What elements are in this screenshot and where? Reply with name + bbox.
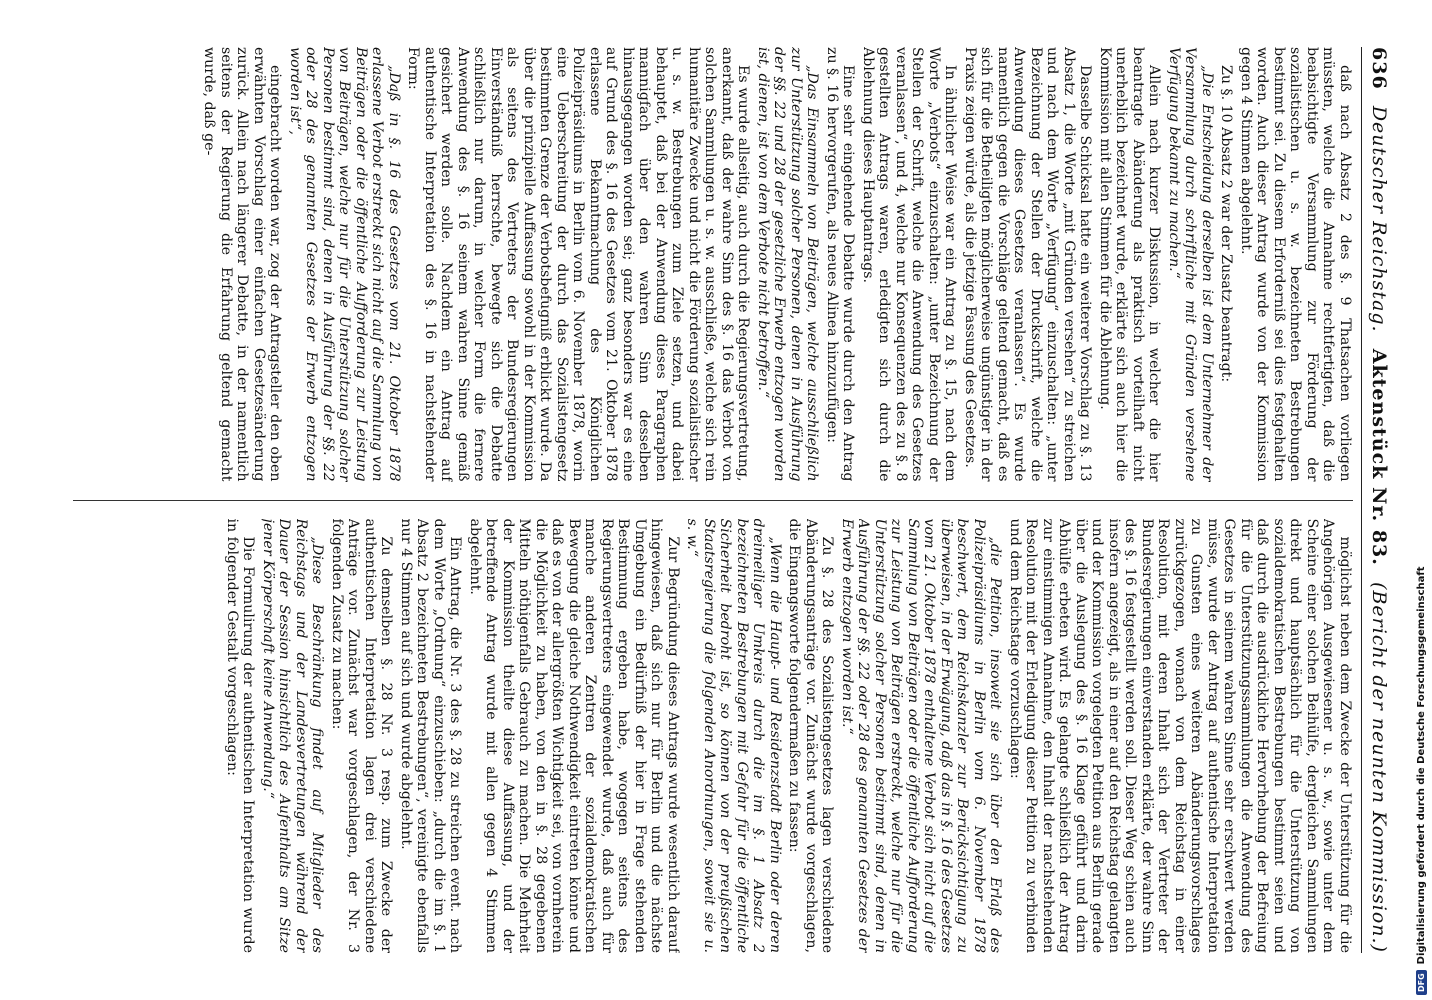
paragraph: Die Formulirung der authentischen Interpretation wurde in folgender Gestalt vorgeschlagen: <box>224 518 257 953</box>
document-page <box>30 25 1400 975</box>
paragraph: Zur Begründung dieses Antrags wurde wesentlich darauf hingewiesen, daß sich nur für Berlin und die nächste Umgebung ein Bedürfniß der hier in Frage stehenden Bestimmung ergeben habe, wogegen seitens des Regierungsvertreters eingewendet wurde, daß auch für manche anderen Zentren der sozialdemokratischen Bewegung die gleiche Nothwendigkeit eintreten könne und daß es von der allergrößten Wichtigkeit sei, von vornherein die Möglichkeit zu haben, von den in §. 28 gegebenen Mitteln nöthigenfalls Gebrauch zu machen. Die Mehrheit der Kommission theilte diese Auffassung, und der betreffende Antrag wurde mit allen gegen 4 Stimmen abgelehnt. <box>467 518 681 953</box>
paragraph: Zu §. 28 des Sozialistengesetzes lagen verschiedene Abänderungsanträge vor. Zunächst wurde vorgeschlagen, die Eingangsworte folgendermaßen zu fassen: <box>786 518 836 953</box>
paragraph: Es wurde allseitig, auch durch die Regierungsvertretung, anerkannt, daß der wahre Sinn des §. 16 das Verbot von solchen Sammlungen u. s. w. ausschließe, welche sich rein humanitäre Zwecke und nicht die Förderung sozialistischer u. s. w. Bestrebungen zum Ziele setzen, und dabei behauptet, daß bei der Anwendung dieses Paragraphen mannigfach über den wahren Sinn desselben hinausgegangen worden sei; ganz besonders war es eine auf Grund des §. 16 des Gesetzes vom 21. Oktober 1878 erlassene Bekanntmachung des Königlichen Polizeipräsidiums in Berlin vom 6. November 1878, worin eine Ueberschreitung der durch das Sozialistengesetz bestimmten Grenze der Verbotsbefugniß erblickt wurde. Da über die prinzipielle Auffassung sowohl in der Kommission als seitens des Vertreters der Bundesregierungen Einverständniß herrschte, bewegte sich die Debatte schließlich nur darum, in welcher Form die fernere Anwendung des §. 16 seinem wahren Sinne gemäß gesichert werden solle. Nachdem ein Antrag auf authentische Interpretation des §. 16 in nachstehender Form: <box>405 47 752 482</box>
quoted-paragraph: „Wenn die Haupt- und Residenzstadt Berlin oder deren dreimeiliger Umkreis durch die im §. 1 Absatz 2 bezeichneten Bestrebungen mit Gefahr für die öffentliche Sicherheit bedroht ist, so können von der preußischen Staatsregierung die folgenden Anordnungen, soweit sie u. s. w.“ <box>684 518 783 953</box>
report-subtitle: (Bericht der neunten Kommission.) <box>1368 582 1390 953</box>
paragraph: eingebracht worden war, zog der Antragsteller den oben erwähnten Vorschlag einer einfachen Gesetzesänderung zurück. Allein nach längerer Debatte, in der namentlich seitens der Regierung die Erfahrung geltend gemacht wurde, daß ge- <box>201 47 284 482</box>
paragraph: In ähnlicher Weise war ein Antrag zu §. 15, nach dem Worte „Verbots“ einzuschalten: „unter Bezeichnung der Stellen der Schrift, welche die Anwendung des Gesetzes veranlassen“, und 4, welche nur Konsequenzen des zu §. 8 gestellten Antrags waren, erledigten sich durch die Ablehnung dieses Hauptantrags. <box>860 47 959 482</box>
quoted-paragraph: „Die Entscheidung derselben ist dem Unternehmer der Versammlung durch schriftliche mit Gründen versehene Verfügung bekannt zu machen.“ <box>1166 47 1215 482</box>
text-columns <box>73 47 1353 953</box>
document-number: Aktenstück Nr. 83. <box>1368 348 1390 566</box>
digitization-credit <box>1416 566 1427 995</box>
paragraph: Zu §. 10 Absatz 2 war der Zusatz beantragt: <box>1218 65 1235 383</box>
column-divider <box>73 500 1353 501</box>
digitization-note: Digitalisierung gefördert durch die Deutsche Forschungsgemeinschaft <box>1416 566 1427 965</box>
text-column-right <box>73 519 1353 954</box>
page-number: 636 <box>1368 47 1390 90</box>
paragraph: Eine sehr eingehende Debatte wurde durch den Antrag zu §. 16 hervorgerufen, als neues Alinea hinzuzufügen: <box>824 47 857 482</box>
paragraph: daß nach Absatz 2 des §. 9 Thatsachen vorliegen müssten, welche die Annahme rechtfertigten, daß die beabsichtigte Versammlung zur Förderung der sozialistischen u. s. w. bezeichneten Bestrebungen bestimmt sei. Zu diesem Erforderniß sei dies festgehalten worden. Auch dieser Antrag wurde von der Kommission gegen 4 Stimmen abgelehnt. <box>1238 47 1353 482</box>
paragraph: Dasselbe Schicksal hatte ein weiterer Vorschlag zu §. 13 Absatz 1, die Worte „mit Gründen versehen“ zu streichen und nach dem Worte „Verfügung“ einzuschalten: „unter Bezeichnung der Stellen der Druckschrift, welche die Anwendung dieses Gesetzes veranlassen“. Es wurde namentlich gegen die Vorschläge geltend gemacht, daß es sich für die Betheiligten möglicherweise ungünstiger in der Praxis zeigen würde, als die jetzige Fassung des Gesetzes. <box>962 47 1094 482</box>
dfg-logo-icon: DFG <box>1416 970 1427 995</box>
publication-title: Deutscher Reichstag. <box>1368 105 1390 333</box>
running-head <box>1361 47 1390 953</box>
paragraph: Ein Antrag, die Nr. 3 des §. 28 zu streichen event. nach dem Worte „Ordnung“ einzuschieben: „durch die im §. 1 Absatz 2 bezeichneten Bestrebungen“, vereinigte ebenfalls nur 4 Stimmen auf sich und wurde abgelehnt. <box>398 518 464 953</box>
quoted-paragraph: „die Petition, insoweit sie sich über den Erlaß des Polizeipräsidiums in Berlin vom 6. November 1878 beschwert, dem Reichskanzler zur Berücksichtigung zu überweisen, in der Erwägung, daß das in §. 16 des Gesetzes vom 21. Oktober 1878 enthaltene Verbot sich nicht auf die Sammlung von Beiträgen oder die öffentliche Aufforderung zur Leistung von Beiträgen erstreckt, welche nur für die Unterstützung solcher Personen bestimmt sind, denen in Ausführung der §§. 22 oder 28 des genannten Gesetzes der Erwerb entzogen worden ist.“ <box>839 518 1004 953</box>
paragraph: möglichst neben dem Zwecke der Unterstützung für die Angehörigen Ausgewiesener u. s. w., sowie unter dem Scheine einer solchen Beihülfe, dergleichen Sammlungen direkt und hauptsächlich für die Unterstützung von sozialdemokratischen Bestrebungen bestimmt seien und daß durch die ausdrückliche Hervorhebung der Befreiung für die Unterstützungssammlungen die Anwendung des Gesetzes in seinem wahren Sinne sehr erschwert werden müsse, wurde der Antrag auf authentische Interpretation zu Gunsten eines weiteren Abänderungsvorschlages zurückgezogen, wonach von dem Reichstag in einer Resolution, mit deren Inhalt sich der Vertreter der Bundesregierungen einverstanden erklärte, der wahre Sinn des §. 16 festgestellt werden soll. Dieser Weg schien auch insofern angezeigt, als in einer auf den Reichstag gelangten und der Kommission vorgelegten Petition aus Berlin gerade über die Auslegung des §. 16 Klage geführt und darin Abhülfe erbeten wird. Es gelangte schließlich der Antrag zur einstimmigen Annahme, den Inhalt der nachstehenden Resolution mit der Erledigung dieser Petition zu verbinden und dem Reichstage vorzuschlagen: <box>1007 518 1353 953</box>
quoted-paragraph: „Diese Beschränkung findet auf Mitglieder des Reichstags und der Landesvertretungen während der Dauer der Session hinsichtlich des Aufenthalts am Sitze jener Körperschaft keine Anwendung.“ <box>260 518 326 953</box>
text-column-left <box>73 47 1353 482</box>
paragraph: Allein nach kurzer Diskussion, in welcher die hier beantragte Abänderung als praktisch vorteilhaft nicht unerheblich bezeichnet wurde, erklärte sich auch hier die Kommission mit allen Stimmen für die Ablehnung. <box>1097 47 1163 482</box>
quoted-paragraph: „Das Einsammeln von Beiträgen, welche ausschließlich zur Unterstützung solcher Personen, denen in Ausführung der §§. 22 und 28 der gesetzliche Erwerb entzogen worden ist, dienen, ist von dem Verbote nicht betroffen.“ <box>755 47 821 482</box>
quoted-paragraph: „Daß in §. 16 des Gesetzes vom 21. Oktober 1878 erlassene Verbot erstreckt sich nicht auf die Sammlung von Beiträgen oder die öffentliche Aufforderung zur Leistung von Beiträgen, welche nur für die Unterstützung solcher Personen bestimmt sind, denen in Ausführung der §§. 22 oder 28 des genannten Gesetzes der Erwerb entzogen worden ist“, <box>287 47 402 482</box>
paragraph: Zu demselben §. 28 Nr. 3 resp. zum Zwecke der authentischen Interpretation lagen drei verschiedene Anträge vor. Zunächst war vorgeschlagen, der Nr. 3 folgenden Zusatz zu machen: <box>329 518 395 953</box>
